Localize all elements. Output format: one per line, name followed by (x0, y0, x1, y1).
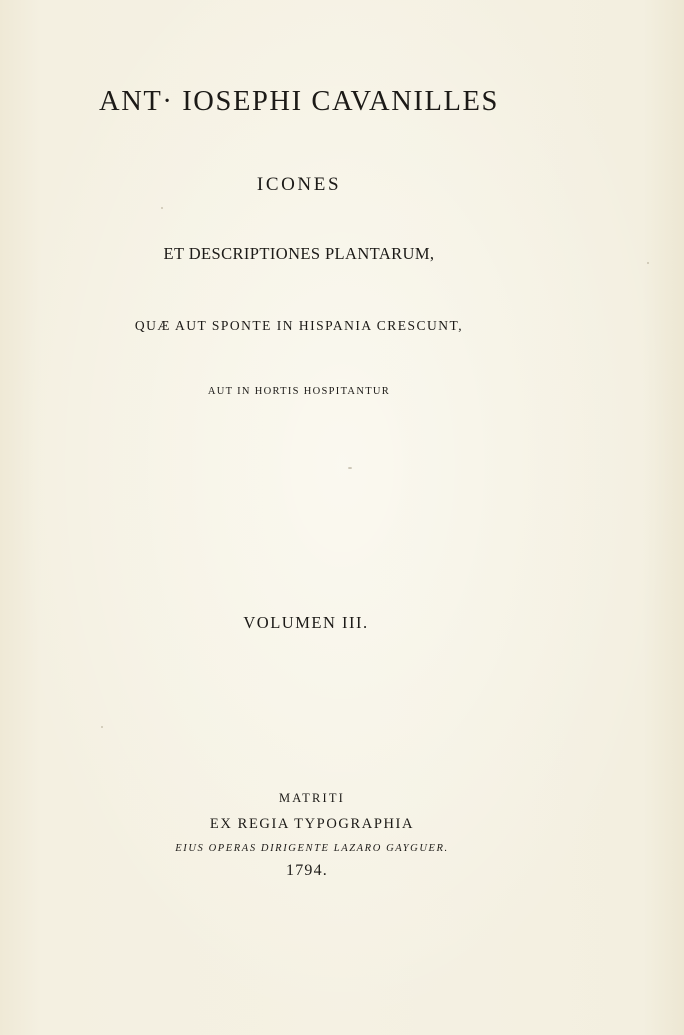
author-name: ANT· IOSEPHI CAVANILLES (99, 86, 499, 117)
paper-speck (101, 726, 103, 728)
book-subtitle: ET DESCRIPTIONES PLANTARUM, (163, 244, 435, 263)
book-subtitle-continued: QUÆ AUT SPONTE IN HISPANIA CRESCUNT, (134, 318, 464, 333)
paper-speck (647, 262, 649, 264)
imprint-printer: EX REGIA TYPOGRAPHIA (209, 816, 415, 832)
imprint-director: EIUS OPERAS DIRIGENTE LAZARO GAYGUER. (175, 843, 449, 854)
imprint-year: 1794. (286, 862, 328, 879)
paper-speck (161, 207, 163, 209)
imprint-city: MATRITI (278, 791, 346, 805)
paper-speck (348, 467, 352, 469)
book-subtitle-end: AUT IN HORTIS HOSPITANTUR (207, 386, 391, 397)
volume-number: VOLUMEN III. (243, 613, 369, 632)
book-title: ICONES (256, 174, 342, 195)
